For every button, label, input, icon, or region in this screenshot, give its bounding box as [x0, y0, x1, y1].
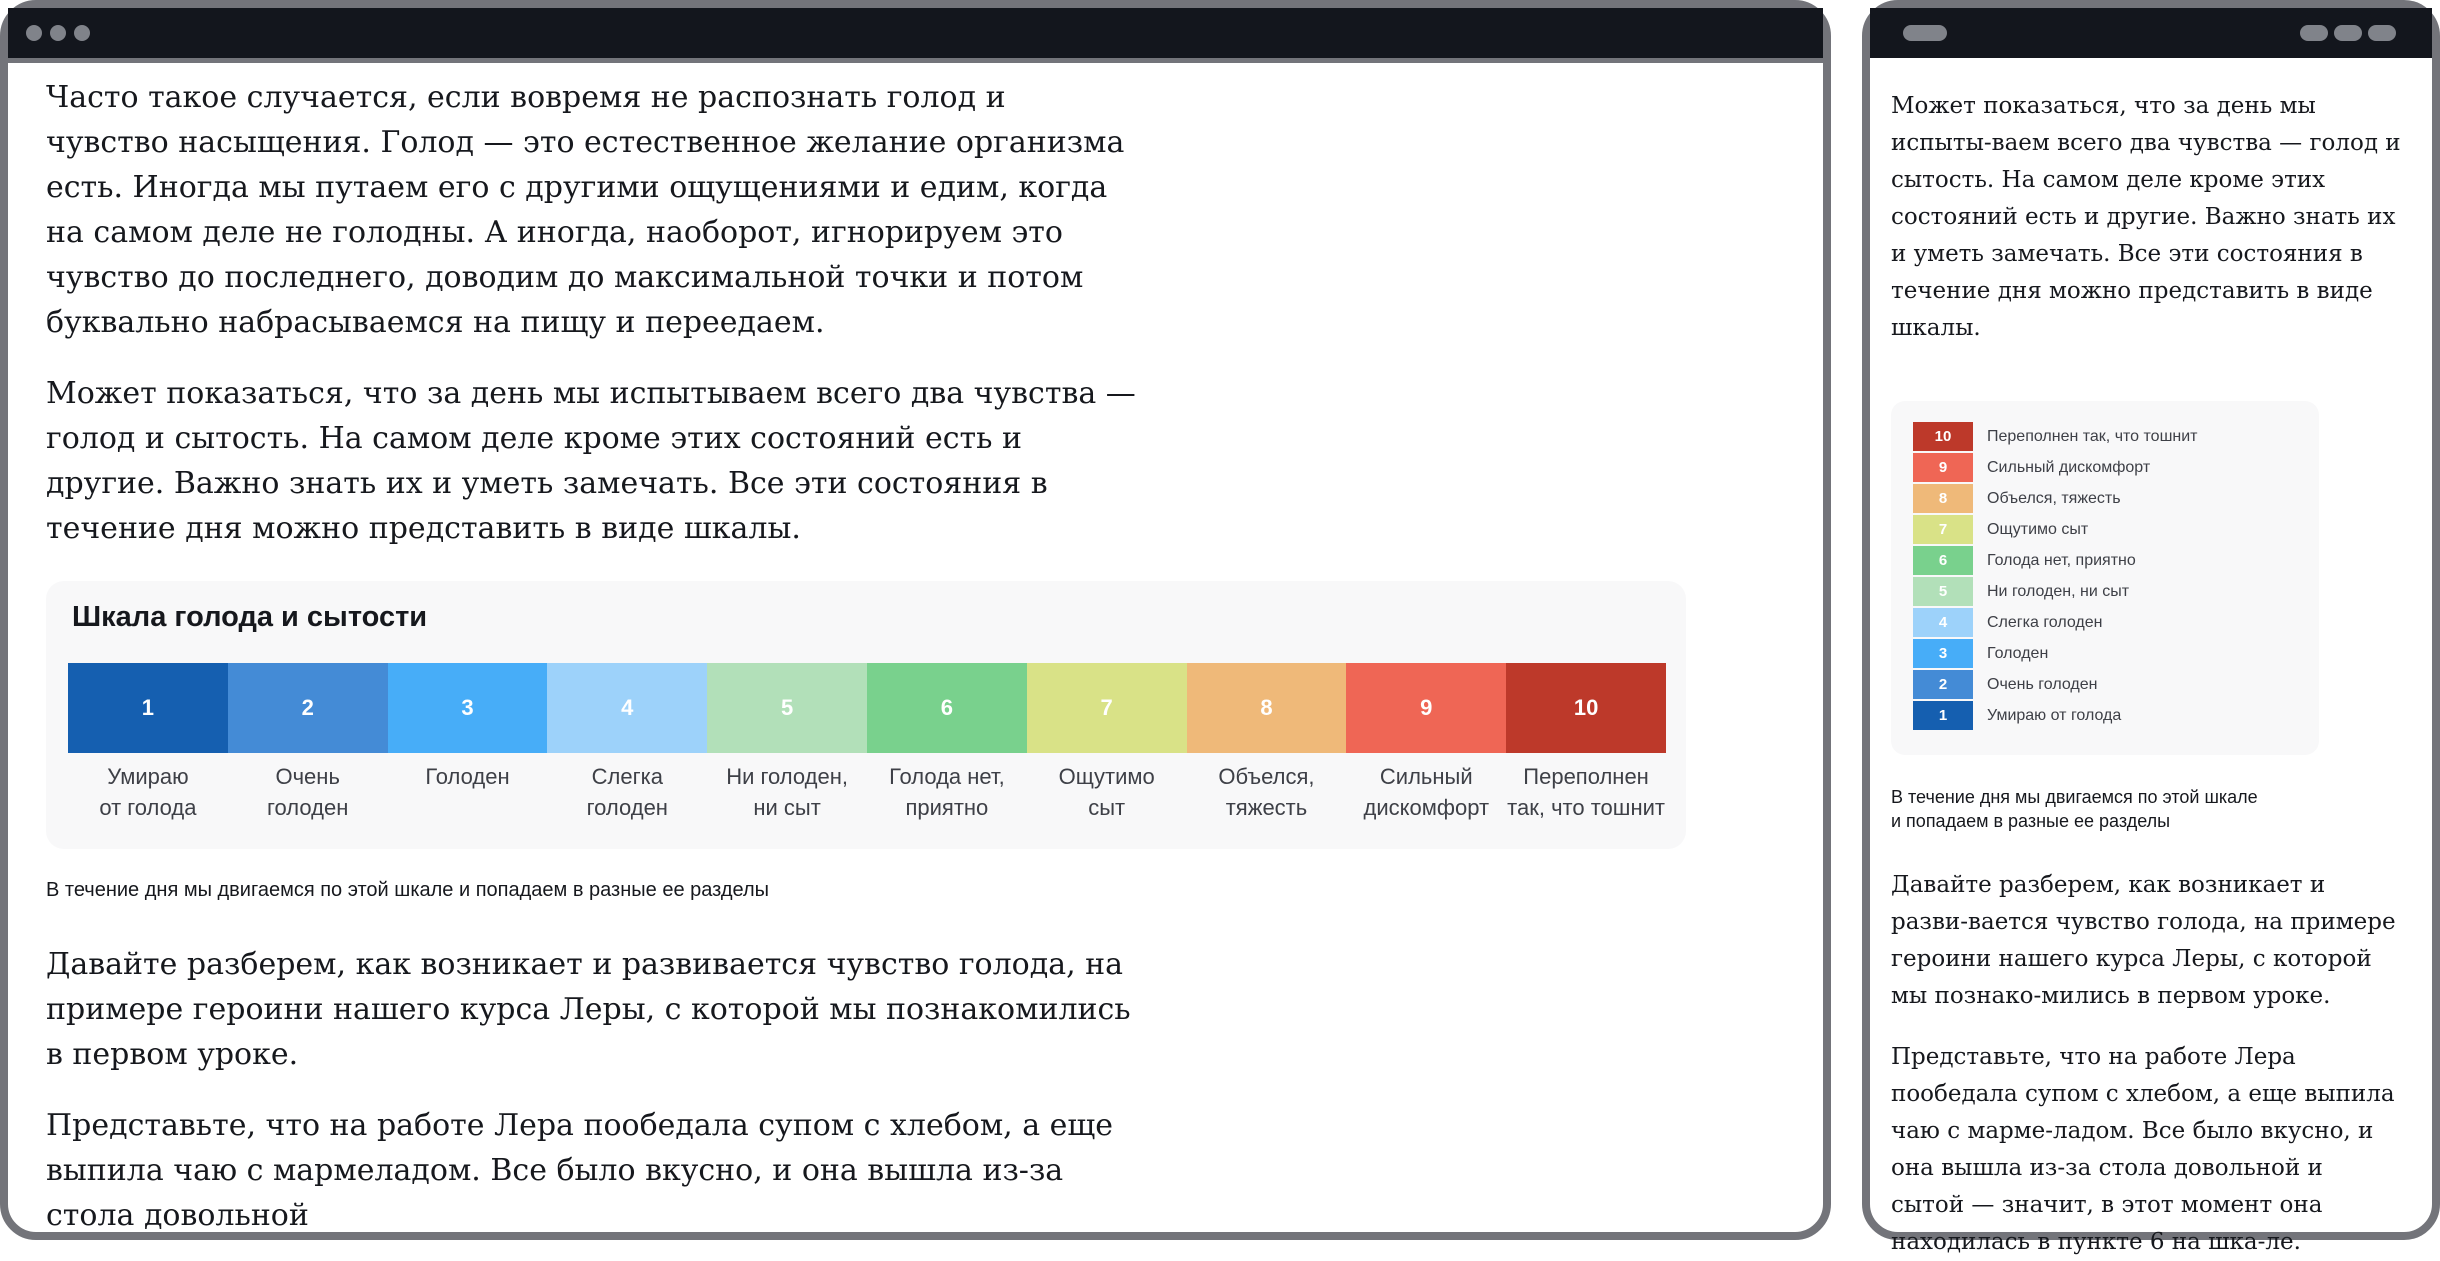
- scale-row: [1913, 514, 2319, 545]
- scale-row-label: Ни голоден, ни сыт: [1987, 582, 2130, 600]
- article-paragraph: Давайте разберем, как возникает и развивается чувство голода, на примере героини нашего курса Леры, с которой мы познакомились в первом уроке.: [46, 947, 1131, 1072]
- desktop-titlebar: [8, 8, 1823, 63]
- scale-label: Сильный дискомфорт: [1363, 764, 1490, 820]
- scale-row: [1913, 545, 2319, 576]
- scale-segment-5: 5: [707, 663, 867, 753]
- window-dot-icon[interactable]: [74, 25, 90, 41]
- scale-row-label: Сильный дискомфорт: [1987, 458, 2151, 476]
- scale-label: Голода нет, приятно: [889, 764, 1005, 820]
- scale-row-label: Умираю от голода: [1987, 706, 2122, 724]
- scale-row-label: Голоден: [1987, 644, 2049, 662]
- hunger-scale-card-mobile: [1891, 401, 2319, 755]
- mobile-window: [1862, 0, 2440, 1255]
- scale-label: Умираю от голода: [99, 764, 197, 820]
- scale-swatch: 1: [1913, 701, 1973, 730]
- scale-row-label: Объелся, тяжесть: [1987, 489, 2121, 507]
- article-paragraph: Часто такое случается, если вовремя не распознать голод и чувство насыщения. Голод — это естественное желание организма есть. Иногда мы путаем его с другими ощущениями и едим, когда на самом деле не голодны. А иногда, наоборот, игнорируем это чувство до последнего, доводим до максимальной точки и потом буквально набрасываемся на пищу и переедаем.: [46, 80, 1125, 340]
- scale-segment-4: 4: [547, 663, 707, 753]
- window-pill-icon[interactable]: [2334, 25, 2362, 41]
- scale-segment-10: 10: [1506, 663, 1666, 753]
- scale-row-label: Очень голоден: [1987, 675, 2098, 693]
- article-paragraph: Давайте разберем, как возникает и разви-вается чувство голода, на примере героини нашего курса Леры, с которой мы познако-мились в первом уроке.: [1891, 872, 2396, 1009]
- scale-segment-6: 6: [867, 663, 1027, 753]
- scale-segment-1: 1: [68, 663, 228, 753]
- scale-caption: В течение дня мы двигаемся по этой шкале и попадаем в разные ее разделы: [1891, 787, 2258, 831]
- scale-label: Переполнен так, что тошнит: [1507, 764, 1665, 820]
- scale-label: Ни голоден, ни сыт: [726, 764, 848, 820]
- mobile-titlebar: [1870, 8, 2432, 58]
- scale-swatch: 9: [1913, 453, 1973, 482]
- scale-label: Объелся, тяжесть: [1218, 764, 1315, 820]
- article-paragraph: Может показаться, что за день мы испыты-ваем всего два чувства — голод и сытость. На самом деле кроме этих состояний есть и другие. Важно знать их и уметь замечать. Все эти состояния в течение дня можно представить в виде шкалы.: [1891, 93, 2401, 341]
- mobile-article: [1870, 58, 2432, 1255]
- scale-row: [1913, 607, 2319, 638]
- scale-segment-7: 7: [1027, 663, 1187, 753]
- scale-row: [1913, 576, 2319, 607]
- window-dot-icon[interactable]: [50, 25, 66, 41]
- scale-segment-9: 9: [1346, 663, 1506, 753]
- scale-swatch: 3: [1913, 639, 1973, 668]
- scale-row: [1913, 669, 2319, 700]
- scale-row-label: Голода нет, приятно: [1987, 551, 2136, 569]
- scale-row-label: Ощутимо сыт: [1987, 520, 2089, 538]
- scale-row-label: Переполнен так, что тошнит: [1987, 427, 2198, 445]
- scale-label: Голоден: [425, 764, 510, 789]
- scale-row: [1913, 421, 2319, 452]
- scale-swatch: 7: [1913, 515, 1973, 544]
- window-dot-icon[interactable]: [26, 25, 42, 41]
- scale-segment-3: 3: [388, 663, 548, 753]
- scale-label: Очень голоден: [267, 764, 349, 820]
- scale-swatch: 4: [1913, 608, 1973, 637]
- scale-swatch: 6: [1913, 546, 1973, 575]
- desktop-article: [8, 63, 1823, 1232]
- scale-row: [1913, 452, 2319, 483]
- scale-segment-8: 8: [1187, 663, 1347, 753]
- window-pill-icon[interactable]: [1903, 25, 1947, 41]
- scale-row-label: Слегка голоден: [1987, 613, 2103, 631]
- article-paragraph: Представьте, что на работе Лера пообедала супом с хлебом, а еще выпила чаю с марме-ладом. Все было вкусно, и она вышла из-за стола довольной и сытой — значит, в этот момент она находилась в пункте 6 на шка-ле.: [1891, 1044, 2395, 1255]
- scale-segment-2: 2: [228, 663, 388, 753]
- scale-bar: [68, 663, 1666, 753]
- window-pill-icon[interactable]: [2300, 25, 2328, 41]
- scale-row: [1913, 638, 2319, 669]
- scale-swatch: 8: [1913, 484, 1973, 513]
- hunger-scale-card: [46, 581, 1686, 849]
- scale-label: Слегка голоден: [586, 764, 668, 820]
- scale-row: [1913, 700, 2319, 731]
- scale-caption: В течение дня мы двигаемся по этой шкале и попадаем в разные ее разделы: [46, 879, 770, 901]
- scale-labels: [68, 761, 1666, 823]
- article-paragraph: Представьте, что на работе Лера пообедала супом с хлебом, а еще выпила чаю с мармеладом. Все было вкусно, и она вышла из-за стола довольной: [46, 1108, 1114, 1233]
- scale-label: Ощутимо сыт: [1058, 764, 1155, 820]
- scale-title: Шкала голода и сытости: [72, 601, 428, 633]
- scale-swatch: 2: [1913, 670, 1973, 699]
- scale-swatch: 10: [1913, 422, 1973, 451]
- scale-swatch: 5: [1913, 577, 1973, 606]
- scale-row: [1913, 483, 2319, 514]
- window-pill-icon[interactable]: [2368, 25, 2396, 41]
- article-paragraph: Может показаться, что за день мы испытываем всего два чувства — голод и сытость. На самом деле кроме этих состояний есть и другие. Важно знать их и уметь замечать. Все эти состояния в течение дня можно представить в виде шкалы.: [46, 376, 1136, 546]
